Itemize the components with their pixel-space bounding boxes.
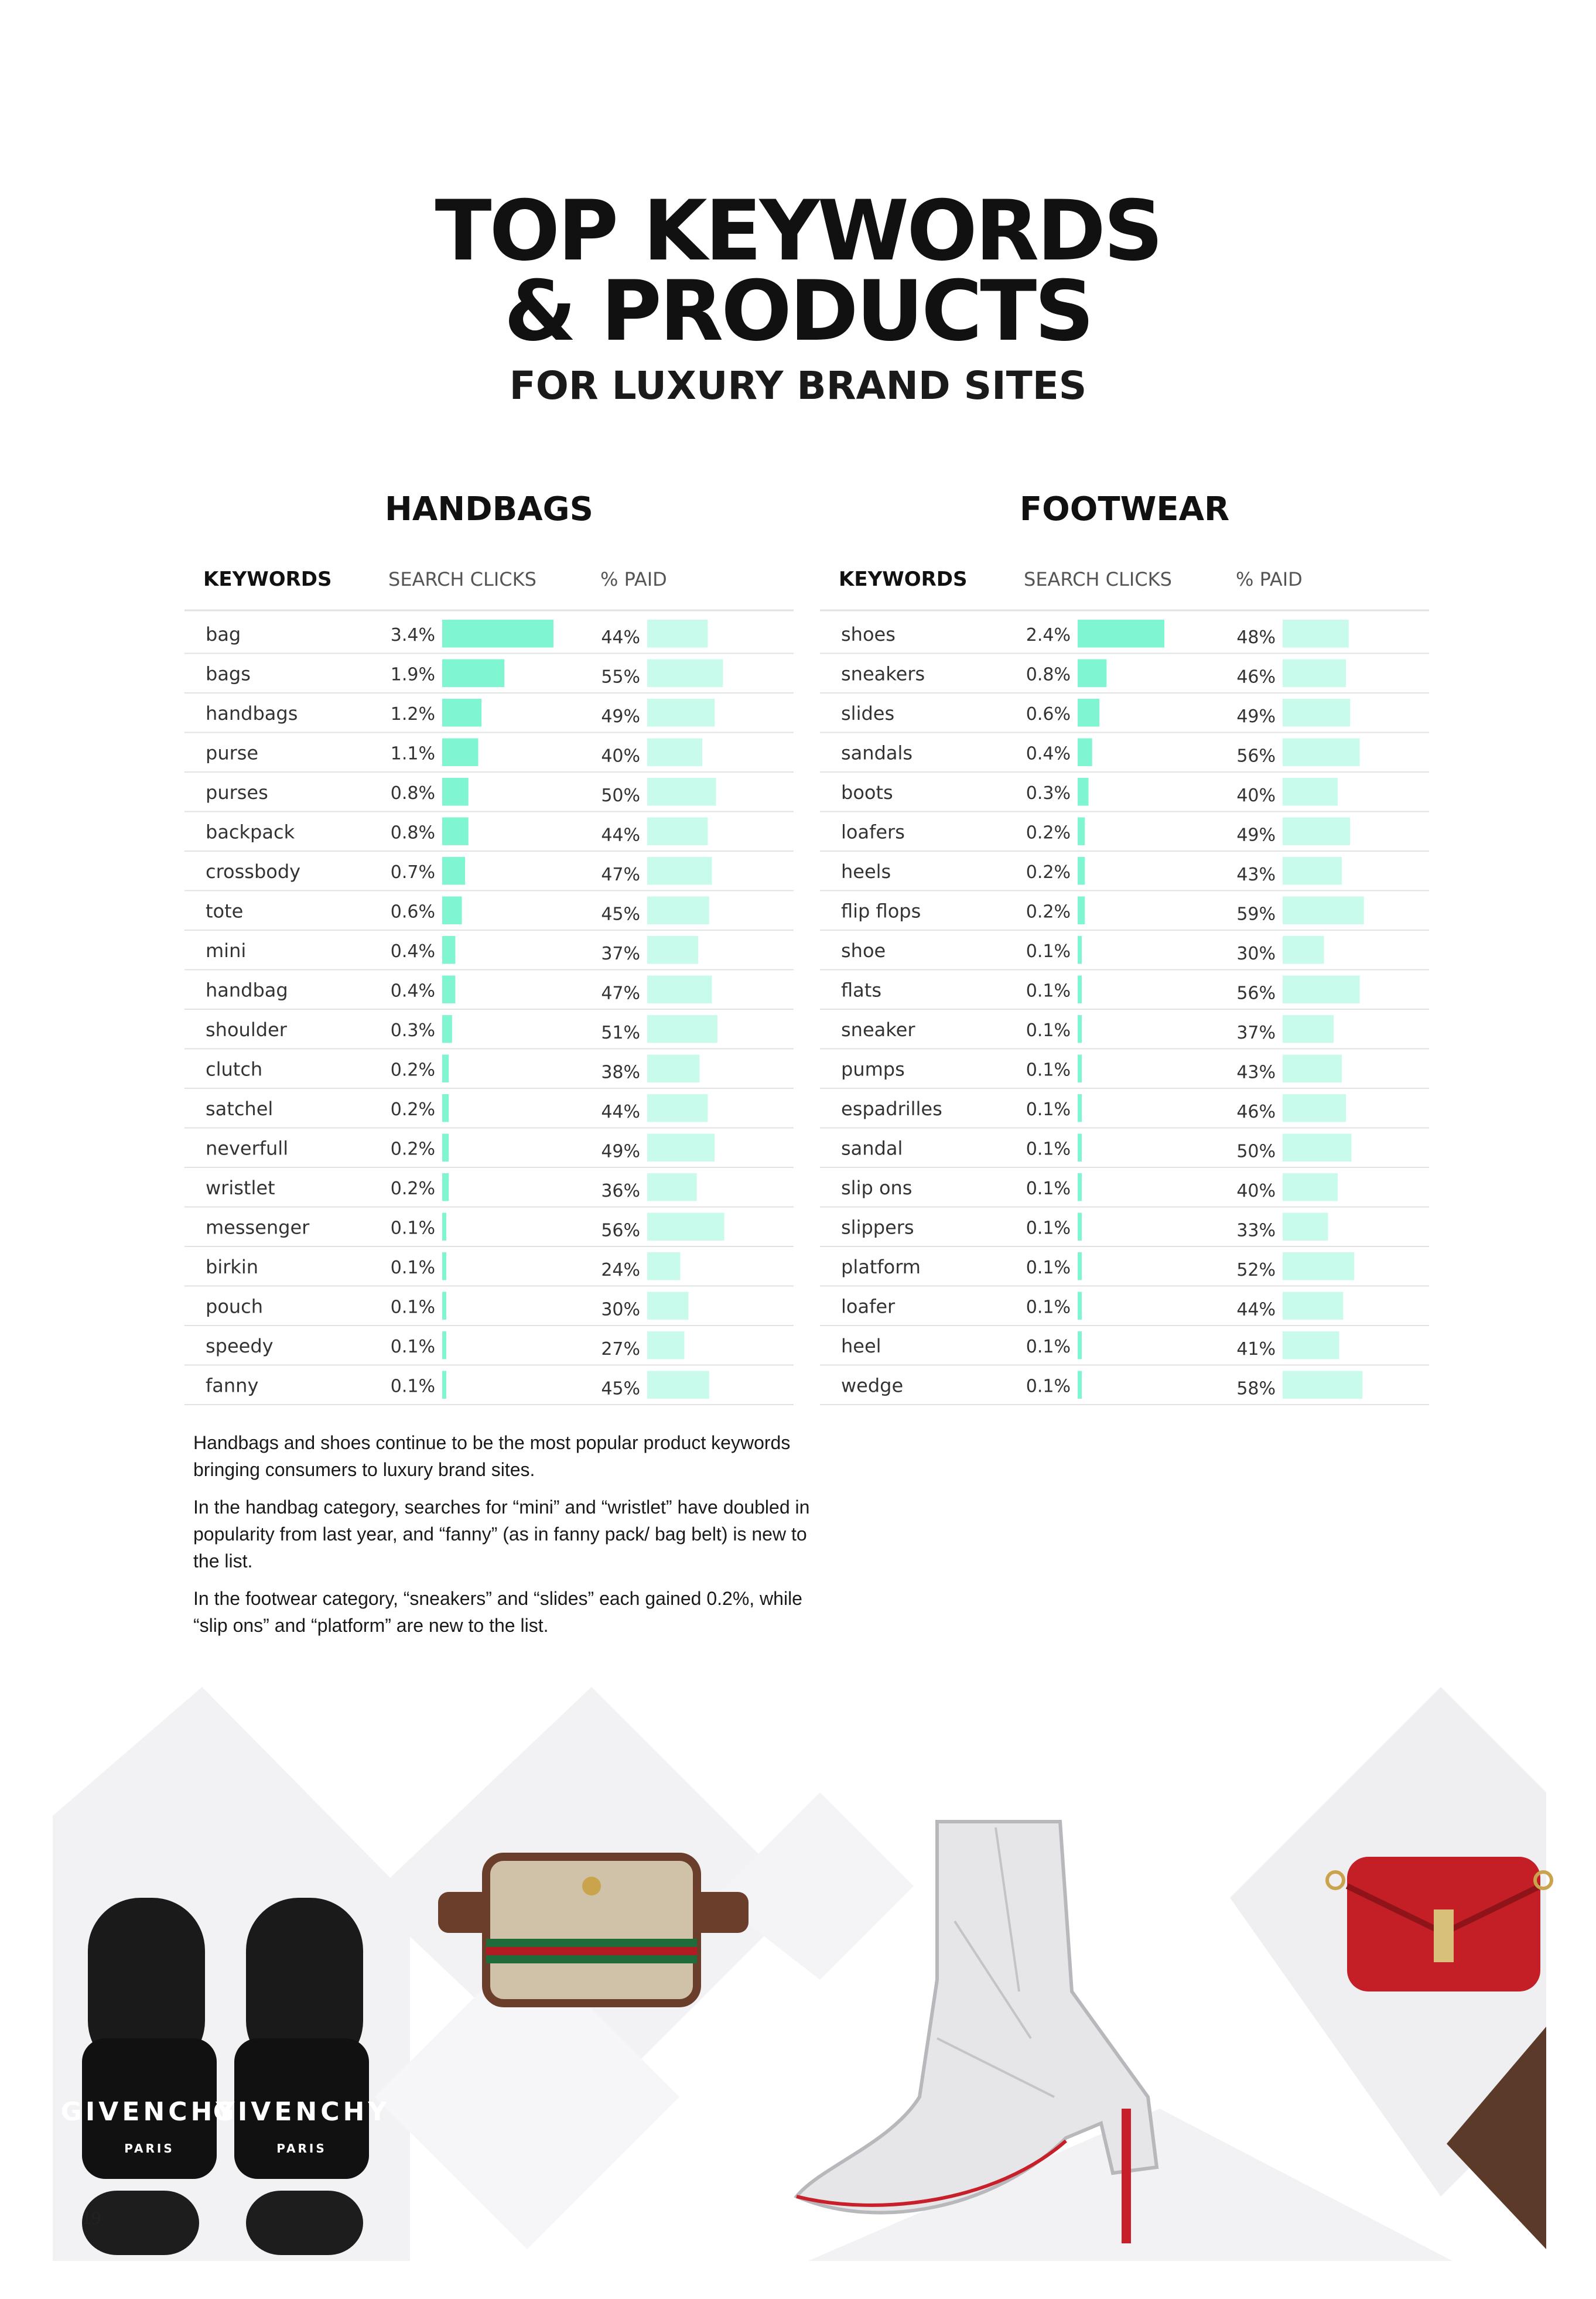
handbags-keyword-label: satchel — [206, 1097, 274, 1120]
handbags-paid-bar — [647, 1134, 715, 1162]
handbags-clicks-bar — [442, 1292, 446, 1320]
handbags-row — [184, 778, 794, 812]
footwear-clicks-bar — [1078, 1252, 1082, 1280]
footwear-clicks-bar — [1078, 1015, 1082, 1043]
footwear-keyword-label: slip ons — [841, 1176, 913, 1199]
handbags-clicks-label: 3.4% — [390, 624, 435, 645]
handbags-clicks-label: 0.1% — [390, 1257, 435, 1278]
handbags-paid-bar — [647, 818, 708, 846]
handbags-keyword-label: fanny — [206, 1374, 259, 1397]
handbags-paid-label: 44% — [601, 627, 640, 648]
footwear-header-keywords: KEYWORDS — [839, 568, 968, 591]
footwear-paid-label: 56% — [1236, 983, 1276, 1004]
slides-city-right: PARIS — [276, 2141, 327, 2155]
handbags-paid-label: 56% — [601, 1220, 640, 1241]
handbags-paid-bar — [647, 1055, 699, 1083]
footwear-paid-label: 52% — [1236, 1259, 1276, 1280]
handbags-row — [184, 976, 794, 1010]
footwear-row — [820, 818, 1429, 852]
footwear-keyword-label: wedge — [841, 1374, 904, 1397]
footwear-paid-bar — [1283, 1173, 1338, 1201]
footwear-clicks-bar — [1078, 936, 1082, 964]
handbags-paid-bar — [647, 936, 698, 964]
footwear-header-paid: % PAID — [1236, 568, 1303, 590]
handbags-table-chart — [184, 545, 794, 1399]
footwear-paid-bar — [1283, 778, 1338, 806]
handbags-clicks-bar — [442, 620, 553, 648]
handbags-clicks-bar — [442, 1331, 446, 1359]
footwear-clicks-bar — [1078, 1094, 1082, 1122]
handbags-clicks-bar — [442, 699, 481, 727]
footwear-clicks-label: 0.1% — [1026, 1218, 1071, 1239]
handbags-paid-label: 45% — [601, 904, 640, 925]
footwear-clicks-bar — [1078, 897, 1085, 925]
handbags-paid-bar — [647, 1213, 724, 1241]
footwear-row — [820, 778, 1429, 812]
handbags-paid-bar — [647, 739, 702, 767]
footwear-row — [820, 936, 1429, 970]
handbags-clicks-bar — [442, 936, 455, 964]
handbags-keyword-label: purse — [206, 742, 259, 764]
footwear-clicks-label: 0.1% — [1026, 1336, 1071, 1357]
footwear-paid-label: 49% — [1236, 706, 1276, 727]
footwear-keyword-label: loafer — [841, 1295, 896, 1318]
footwear-paid-bar — [1283, 1055, 1342, 1083]
footwear-clicks-label: 0.6% — [1026, 703, 1071, 725]
handbags-keyword-label: crossbody — [206, 860, 301, 883]
handbags-paid-label: 40% — [601, 746, 640, 767]
footwear-paid-label: 37% — [1236, 1022, 1276, 1043]
handbags-clicks-label: 0.6% — [390, 901, 435, 923]
footwear-keyword-label: flip flops — [841, 900, 921, 923]
footwear-keyword-label: heels — [841, 860, 891, 883]
handbags-keyword-label: birkin — [206, 1255, 259, 1278]
footwear-keyword-label: flats — [841, 979, 881, 1002]
footwear-clicks-bar — [1078, 976, 1082, 1004]
footwear-row — [820, 699, 1429, 733]
footwear-paid-label: 33% — [1236, 1220, 1276, 1241]
footwear-clicks-bar — [1078, 1134, 1082, 1162]
footwear-row — [820, 1331, 1429, 1365]
handbags-clicks-bar — [442, 1371, 446, 1399]
footwear-paid-label: 50% — [1236, 1141, 1276, 1162]
handbags-paid-bar — [647, 660, 723, 688]
summary-paragraph-2: In the handbag category, searches for “mini” and “wristlet” have doubled in popularity from last year, and “fanny” (as in fanny pack/ bag belt) is new to the list. — [193, 1497, 810, 1572]
handbags-clicks-label: 1.2% — [390, 703, 435, 725]
footwear-paid-bar — [1283, 1292, 1343, 1320]
handbags-paid-bar — [647, 620, 708, 648]
footwear-paid-bar — [1283, 1371, 1362, 1399]
footwear-clicks-bar — [1078, 1292, 1082, 1320]
handbags-keyword-label: handbag — [206, 979, 288, 1002]
handbags-row — [184, 857, 794, 891]
page-title-line-1: TOP KEYWORDS — [435, 183, 1161, 279]
footwear-paid-label: 49% — [1236, 825, 1276, 846]
handbags-clicks-bar — [442, 1173, 449, 1201]
footwear-clicks-bar — [1078, 778, 1089, 806]
footwear-clicks-label: 0.4% — [1026, 743, 1071, 764]
slides-brand-left: GIVENCHY — [60, 2097, 238, 2127]
handbags-clicks-bar — [442, 1094, 449, 1122]
handbags-clicks-label: 1.1% — [390, 743, 435, 764]
handbags-row — [184, 1134, 794, 1168]
handbags-row — [184, 739, 794, 773]
footwear-paid-bar — [1283, 1134, 1352, 1162]
handbags-keyword-label: pouch — [206, 1295, 264, 1318]
footwear-clicks-bar — [1078, 1055, 1082, 1083]
footwear-panel — [820, 486, 1429, 1399]
handbags-clicks-label: 0.2% — [390, 1178, 435, 1199]
footwear-paid-label: 43% — [1236, 1062, 1276, 1083]
footwear-paid-label: 41% — [1236, 1338, 1276, 1359]
handbags-clicks-label: 0.1% — [390, 1376, 435, 1397]
handbags-paid-label: 51% — [601, 1022, 640, 1043]
footwear-paid-bar — [1283, 620, 1349, 648]
handbags-paid-label: 37% — [601, 943, 640, 964]
footwear-paid-bar — [1283, 818, 1350, 846]
handbags-paid-label: 49% — [601, 706, 640, 727]
handbags-title: HANDBAGS — [385, 490, 593, 528]
footwear-paid-bar — [1283, 1331, 1339, 1359]
footwear-keyword-label: slippers — [841, 1216, 914, 1239]
footwear-row — [820, 1292, 1429, 1326]
footwear-paid-bar — [1283, 660, 1346, 688]
footwear-clicks-label: 2.4% — [1026, 624, 1071, 645]
footwear-paid-label: 56% — [1236, 746, 1276, 767]
footwear-paid-bar — [1283, 699, 1350, 727]
footwear-keyword-label: pumps — [841, 1058, 905, 1081]
handbags-row — [184, 660, 794, 694]
footwear-paid-bar — [1283, 1094, 1346, 1122]
handbags-keyword-label: tote — [206, 900, 244, 923]
footwear-paid-label: 30% — [1236, 943, 1276, 964]
slides-brand-right: GIVENCHY — [213, 2097, 391, 2127]
handbags-keyword-label: mini — [206, 939, 247, 962]
footwear-clicks-bar — [1078, 1331, 1082, 1359]
footwear-paid-bar — [1283, 739, 1360, 767]
handbags-paid-label: 44% — [601, 825, 640, 846]
handbags-row — [184, 1173, 794, 1207]
handbags-row — [184, 897, 794, 931]
handbags-paid-label: 30% — [601, 1299, 640, 1320]
footwear-clicks-label: 0.1% — [1026, 981, 1071, 1002]
handbags-clicks-bar — [442, 1213, 446, 1241]
footwear-clicks-label: 0.3% — [1026, 783, 1071, 804]
footwear-paid-label: 58% — [1236, 1378, 1276, 1399]
handbags-row — [184, 1015, 794, 1049]
footwear-paid-label: 44% — [1236, 1299, 1276, 1320]
handbags-clicks-bar — [442, 976, 455, 1004]
footwear-clicks-label: 0.1% — [1026, 1099, 1071, 1120]
handbags-header-paid: % PAID — [600, 568, 667, 590]
handbags-header-keywords: KEYWORDS — [203, 568, 332, 591]
handbags-clicks-label: 1.9% — [390, 664, 435, 685]
slides-city-left: PARIS — [124, 2141, 175, 2155]
handbags-paid-bar — [647, 778, 716, 806]
page-subtitle: FOR LUXURY BRAND SITES — [509, 363, 1087, 408]
handbags-panel — [184, 486, 794, 1399]
footwear-clicks-bar — [1078, 857, 1085, 885]
footwear-clicks-label: 0.1% — [1026, 1178, 1071, 1199]
handbags-paid-bar — [647, 1015, 717, 1043]
footwear-row — [820, 1252, 1429, 1286]
handbags-keyword-label: speedy — [206, 1334, 274, 1357]
footwear-clicks-bar — [1078, 1173, 1082, 1201]
handbags-keyword-label: clutch — [206, 1058, 263, 1081]
footwear-row — [820, 739, 1429, 773]
footwear-keyword-label: sneakers — [841, 662, 925, 685]
handbags-clicks-label: 0.4% — [390, 981, 435, 1002]
footwear-row — [820, 1213, 1429, 1247]
footwear-title: FOOTWEAR — [1019, 490, 1230, 528]
handbags-keyword-label: wristlet — [206, 1176, 275, 1199]
handbags-row — [184, 936, 794, 970]
handbags-paid-label: 47% — [601, 864, 640, 885]
footwear-keyword-label: heel — [841, 1334, 881, 1357]
handbags-paid-bar — [647, 1094, 708, 1122]
handbags-clicks-bar — [442, 778, 469, 806]
footwear-clicks-label: 0.1% — [1026, 1020, 1071, 1041]
handbags-clicks-bar — [442, 857, 465, 885]
footwear-table-chart — [820, 545, 1429, 1399]
footwear-clicks-label: 0.1% — [1026, 941, 1071, 962]
page-title-line-2: & PRODUCTS — [504, 263, 1092, 360]
footwear-clicks-label: 0.1% — [1026, 1139, 1071, 1160]
handbags-paid-bar — [647, 976, 712, 1004]
handbags-paid-label: 24% — [601, 1259, 640, 1280]
footwear-paid-label: 40% — [1236, 785, 1276, 806]
footwear-paid-bar — [1283, 936, 1324, 964]
handbags-row — [184, 1331, 794, 1365]
handbags-paid-bar — [647, 1252, 680, 1280]
handbags-clicks-label: 0.2% — [390, 1099, 435, 1120]
handbags-row — [184, 1252, 794, 1286]
handbags-keyword-label: neverfull — [206, 1137, 289, 1160]
summary-text — [193, 1429, 814, 1649]
handbags-clicks-bar — [442, 1252, 446, 1280]
footwear-clicks-label: 0.1% — [1026, 1376, 1071, 1397]
footwear-keyword-label: sandal — [841, 1137, 903, 1160]
footwear-keyword-label: sneaker — [841, 1018, 915, 1041]
handbags-paid-bar — [647, 897, 709, 925]
footwear-row — [820, 1094, 1429, 1128]
handbags-row — [184, 1055, 794, 1089]
handbags-row — [184, 1213, 794, 1247]
footwear-clicks-bar — [1078, 660, 1106, 688]
handbags-paid-label: 27% — [601, 1338, 640, 1359]
handbags-keyword-label: backpack — [206, 821, 295, 843]
footwear-clicks-label: 0.1% — [1026, 1257, 1071, 1278]
footwear-paid-label: 43% — [1236, 864, 1276, 885]
footwear-clicks-bar — [1078, 699, 1099, 727]
footwear-clicks-bar — [1078, 818, 1085, 846]
footwear-keyword-label: slides — [841, 702, 895, 725]
handbags-clicks-label: 0.8% — [390, 822, 435, 843]
footwear-row — [820, 1015, 1429, 1049]
footwear-keyword-label: shoes — [841, 623, 896, 645]
handbags-clicks-label: 0.4% — [390, 941, 435, 962]
handbags-header-clicks: SEARCH CLICKS — [388, 568, 536, 590]
footwear-row — [820, 660, 1429, 694]
footwear-keyword-label: platform — [841, 1255, 921, 1278]
handbags-clicks-bar — [442, 739, 479, 767]
footwear-paid-label: 46% — [1236, 1101, 1276, 1122]
handbags-paid-label: 49% — [601, 1141, 640, 1162]
footwear-row — [820, 620, 1429, 654]
handbags-clicks-bar — [442, 818, 469, 846]
footwear-paid-bar — [1283, 857, 1342, 885]
handbags-paid-bar — [647, 857, 712, 885]
footwear-clicks-bar — [1078, 620, 1164, 648]
handbags-keyword-label: shoulder — [206, 1018, 287, 1041]
handbags-clicks-bar — [442, 897, 462, 925]
footwear-paid-bar — [1283, 1015, 1334, 1043]
handbags-keyword-label: bags — [206, 662, 251, 685]
footwear-row — [820, 857, 1429, 891]
handbags-paid-label: 45% — [601, 1378, 640, 1399]
handbags-clicks-label: 0.3% — [390, 1020, 435, 1041]
handbags-clicks-label: 0.1% — [390, 1218, 435, 1239]
footwear-paid-label: 59% — [1236, 904, 1276, 925]
footwear-keyword-label: loafers — [841, 821, 905, 843]
handbags-row — [184, 1371, 794, 1405]
footwear-paid-bar — [1283, 1252, 1354, 1280]
footwear-keyword-label: sandals — [841, 742, 913, 764]
handbags-row — [184, 699, 794, 733]
footwear-row — [820, 976, 1429, 1010]
summary-paragraph-3: In the footwear category, “sneakers” and “slides” each gained 0.2%, while “slip ons” and “platform” are new to the list. — [193, 1588, 802, 1636]
footwear-header-clicks: SEARCH CLICKS — [1024, 568, 1172, 590]
footwear-row — [820, 1134, 1429, 1168]
handbags-paid-bar — [647, 1292, 689, 1320]
handbags-paid-label: 36% — [601, 1180, 640, 1201]
handbags-paid-bar — [647, 1331, 685, 1359]
handbags-keyword-label: handbags — [206, 702, 298, 725]
handbags-clicks-bar — [442, 1015, 452, 1043]
handbags-clicks-bar — [442, 1055, 449, 1083]
handbags-paid-bar — [647, 1173, 697, 1201]
handbags-row — [184, 1292, 794, 1326]
red-bag-image — [1327, 1857, 1551, 1991]
footwear-clicks-label: 0.1% — [1026, 1060, 1071, 1081]
footwear-paid-label: 46% — [1236, 667, 1276, 688]
footwear-row — [820, 1055, 1429, 1089]
handbags-clicks-label: 0.2% — [390, 1060, 435, 1081]
footwear-clicks-bar — [1078, 1213, 1082, 1241]
handbags-paid-label: 50% — [601, 785, 640, 806]
handbags-clicks-label: 0.1% — [390, 1297, 435, 1318]
footwear-clicks-label: 0.1% — [1026, 1297, 1071, 1318]
footwear-paid-label: 40% — [1236, 1180, 1276, 1201]
footwear-clicks-label: 0.2% — [1026, 901, 1071, 923]
footwear-clicks-label: 0.2% — [1026, 822, 1071, 843]
summary-paragraph-1: Handbags and shoes continue to be the most popular product keywords bringing consumers to luxury brand sites. — [193, 1432, 791, 1480]
footwear-keyword-label: boots — [841, 781, 893, 804]
handbags-clicks-label: 0.2% — [390, 1139, 435, 1160]
page-number: 19 — [82, 2207, 101, 2228]
handbags-row — [184, 620, 794, 654]
footwear-clicks-bar — [1078, 1371, 1082, 1399]
handbags-clicks-bar — [442, 660, 504, 688]
handbags-paid-label: 38% — [601, 1062, 640, 1083]
handbags-row — [184, 818, 794, 852]
handbags-row — [184, 1094, 794, 1128]
handbags-paid-bar — [647, 699, 715, 727]
handbags-clicks-bar — [442, 1134, 449, 1162]
handbags-paid-label: 55% — [601, 667, 640, 688]
footwear-keyword-label: shoe — [841, 939, 886, 962]
handbags-keyword-label: messenger — [206, 1216, 310, 1239]
handbags-clicks-label: 0.8% — [390, 783, 435, 804]
footwear-row — [820, 1173, 1429, 1207]
handbags-keyword-label: purses — [206, 781, 268, 804]
footwear-paid-bar — [1283, 1213, 1328, 1241]
handbags-clicks-label: 0.7% — [390, 862, 435, 883]
product-images-band — [0, 1687, 1596, 2299]
handbags-keyword-label: bag — [206, 623, 241, 645]
footwear-clicks-label: 0.2% — [1026, 862, 1071, 883]
footwear-paid-label: 48% — [1236, 627, 1276, 648]
handbags-paid-label: 47% — [601, 983, 640, 1004]
footwear-keyword-label: espadrilles — [841, 1097, 942, 1120]
handbags-clicks-label: 0.1% — [390, 1336, 435, 1357]
footwear-clicks-bar — [1078, 739, 1092, 767]
footwear-paid-bar — [1283, 897, 1364, 925]
handbags-paid-bar — [647, 1371, 709, 1399]
footwear-paid-bar — [1283, 976, 1360, 1004]
handbags-paid-label: 44% — [601, 1101, 640, 1122]
footwear-clicks-label: 0.8% — [1026, 664, 1071, 685]
footwear-row — [820, 1371, 1429, 1405]
footwear-row — [820, 897, 1429, 931]
